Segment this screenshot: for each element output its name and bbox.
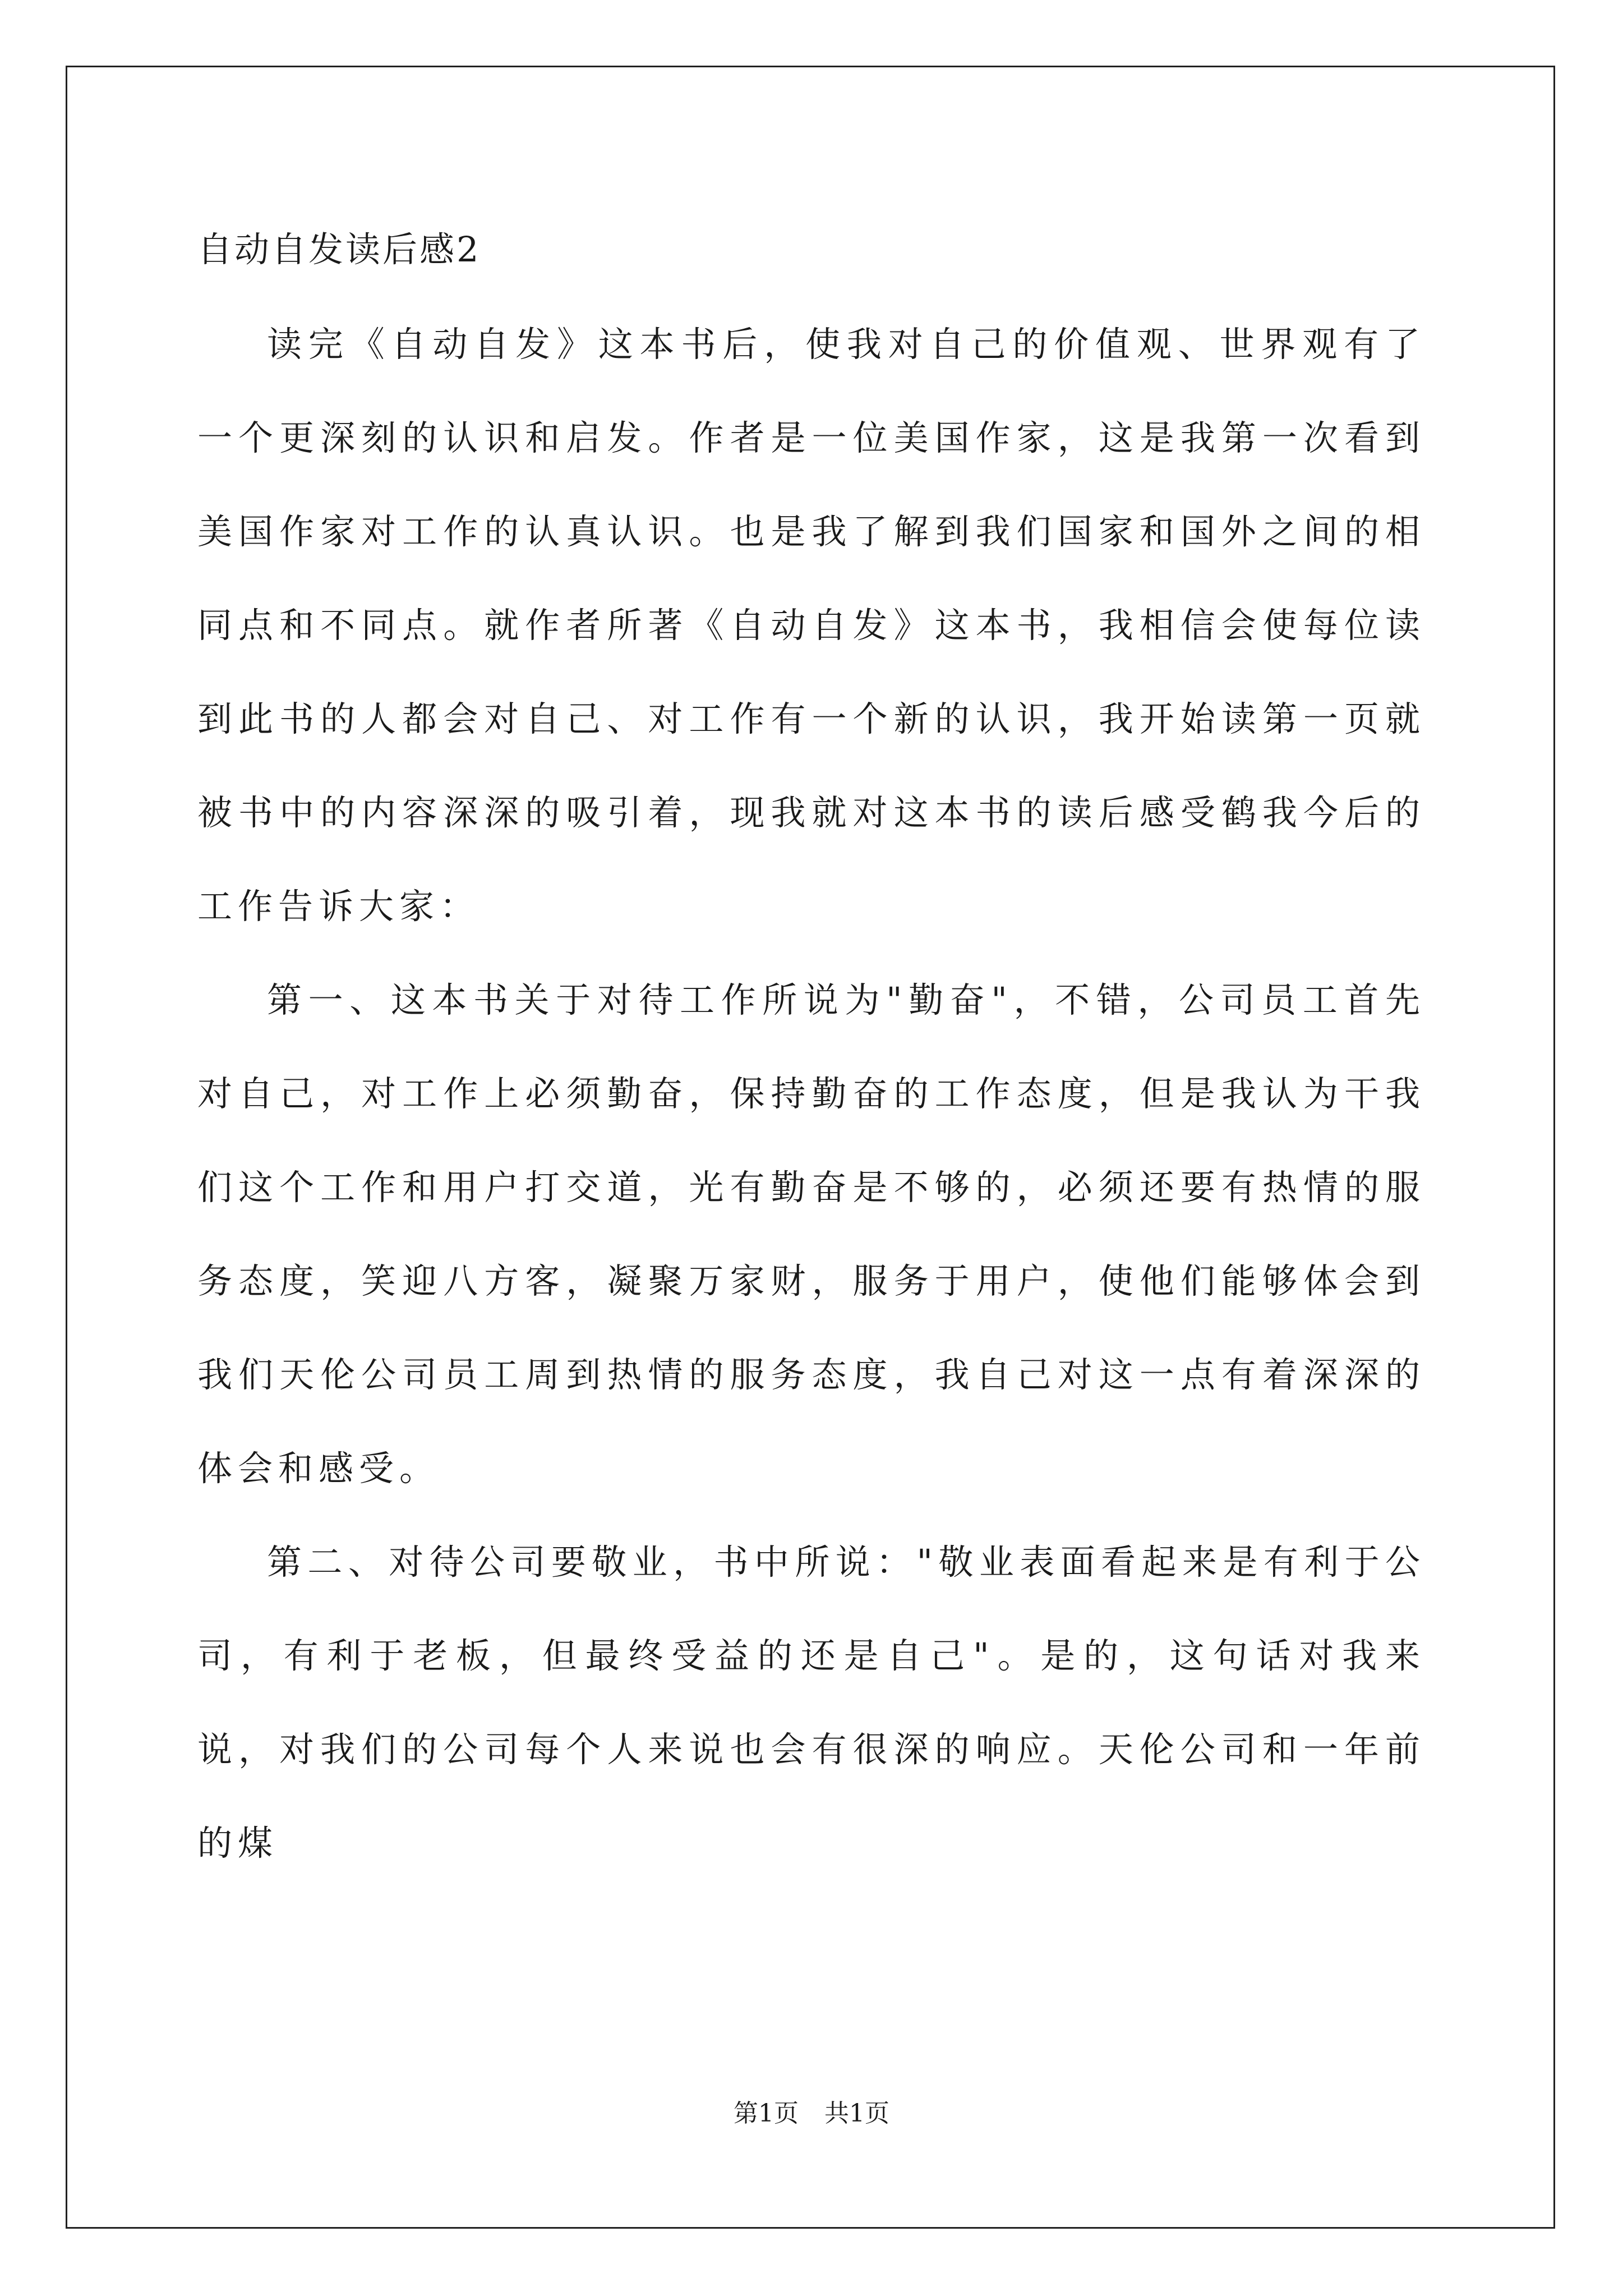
page-total: 共1页 [824, 2099, 889, 2128]
document-title: 自动自发读后感2 [197, 229, 481, 270]
paragraph-2: 第一、这本书关于对待工作所说为"勤奋"，不错，公司员工首先对自己，对工作上必须勤奋，保持勤奋的工作态度，但是我认为干我们这个工作和用户打交道，光有勤奋是不够的，必须还要有热情的服务态度，笑迎八方客，凝聚万家财，服务于用户，使他们能够体会到我们天伦公司员工周到热情的服务态度，我自己对这一点有着深深的体会和感受。 [197, 979, 1426, 1489]
page-footer [0, 2097, 1623, 2131]
paragraph-3: 第二、对待公司要敬业，书中所说："敬业表面看起来是有利于公司，有利于老板，但最终受益的还是自己"。是的，这句话对我来说，对我们的公司每个人来说也会有很深的响应。天伦公司和一年前的煤 [197, 1542, 1426, 1864]
page-number: 第1页 [734, 2099, 799, 2128]
document-body [197, 202, 1426, 1890]
paragraph-1: 读完《自动自发》这本书后，使我对自己的价值观、世界观有了一个更深刻的认识和启发。作者是一位美国作家，这是我第一次看到美国作家对工作的认真认识。也是我了解到我们国家和国外之间的相同点和不同点。就作者所著《自动自发》这本书，我相信会使每位读到此书的人都会对自己、对工作有一个新的认识，我开始读第一页就被书中的内容深深的吸引着，现我就对这本书的读后感受鹤我今后的工作告诉大家： [197, 324, 1426, 927]
